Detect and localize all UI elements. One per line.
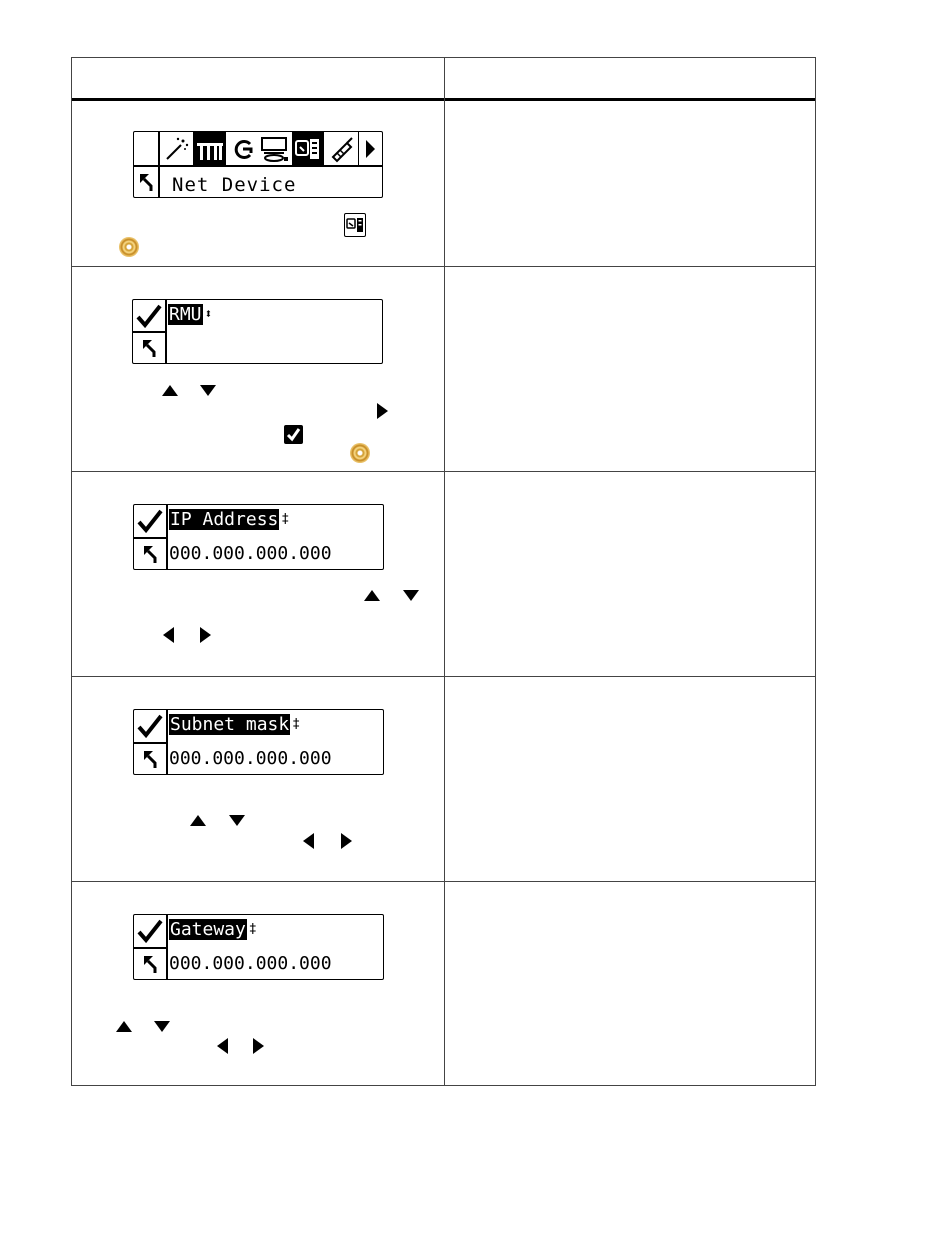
net-device-icon [292, 132, 324, 166]
row-divider [72, 266, 815, 267]
row-divider [72, 676, 815, 677]
arrow-right-icon [341, 833, 352, 849]
arrow-right-icon [377, 403, 388, 419]
probe-icon [325, 132, 357, 166]
knob-icon [350, 443, 370, 463]
lcd-display-rmu [132, 299, 383, 364]
tank-icon [193, 132, 226, 166]
arrow-down-icon [154, 1021, 170, 1032]
arrow-down-icon [229, 815, 245, 826]
lcd-value: 000.000.000.000 [169, 748, 332, 769]
check-icon [133, 300, 165, 331]
arrow-up-icon [116, 1021, 132, 1032]
row-divider [72, 881, 815, 882]
check-icon [134, 505, 166, 537]
monitor-icon [259, 132, 291, 166]
lcd-display-ip [133, 504, 384, 570]
row-divider [72, 471, 815, 472]
arrow-left-icon [163, 627, 174, 643]
refresh-icon [227, 132, 258, 166]
arrow-up-icon [162, 385, 178, 396]
lcd-value: 000.000.000.000 [169, 953, 332, 974]
lcd-value: 000.000.000.000 [169, 543, 332, 564]
net-device-button-icon [344, 213, 366, 237]
arrow-up-icon [190, 815, 206, 826]
check-icon [134, 710, 166, 742]
back-icon [134, 167, 158, 197]
lcd-display-menu [133, 131, 383, 198]
lcd-display-gateway [133, 914, 384, 980]
lcd-title: IP Address ‡ [170, 509, 290, 530]
wand-icon [161, 132, 193, 166]
arrow-left-icon [303, 833, 314, 849]
back-icon [133, 333, 165, 363]
lcd-title: Gateway ‡ [170, 919, 257, 940]
back-icon [134, 744, 166, 774]
arrow-right-icon [253, 1038, 264, 1054]
arrow-left-icon [217, 1038, 228, 1054]
arrow-up-icon [364, 590, 380, 601]
knob-icon [119, 237, 139, 257]
lcd-display-subnet [133, 709, 384, 775]
arrow-right-icon [358, 132, 381, 166]
check-icon [134, 915, 166, 947]
arrow-down-icon [403, 590, 419, 601]
back-icon [134, 539, 166, 569]
arrow-right-icon [200, 627, 211, 643]
lcd-title: RMU ⬍ [169, 304, 213, 325]
lcd-line2: Net Device [172, 174, 297, 196]
column-divider [444, 58, 445, 1085]
arrow-down-icon [200, 385, 216, 396]
back-icon [134, 949, 166, 979]
checkmark-box-icon [284, 425, 303, 444]
lcd-title: Subnet mask ‡ [170, 714, 301, 735]
